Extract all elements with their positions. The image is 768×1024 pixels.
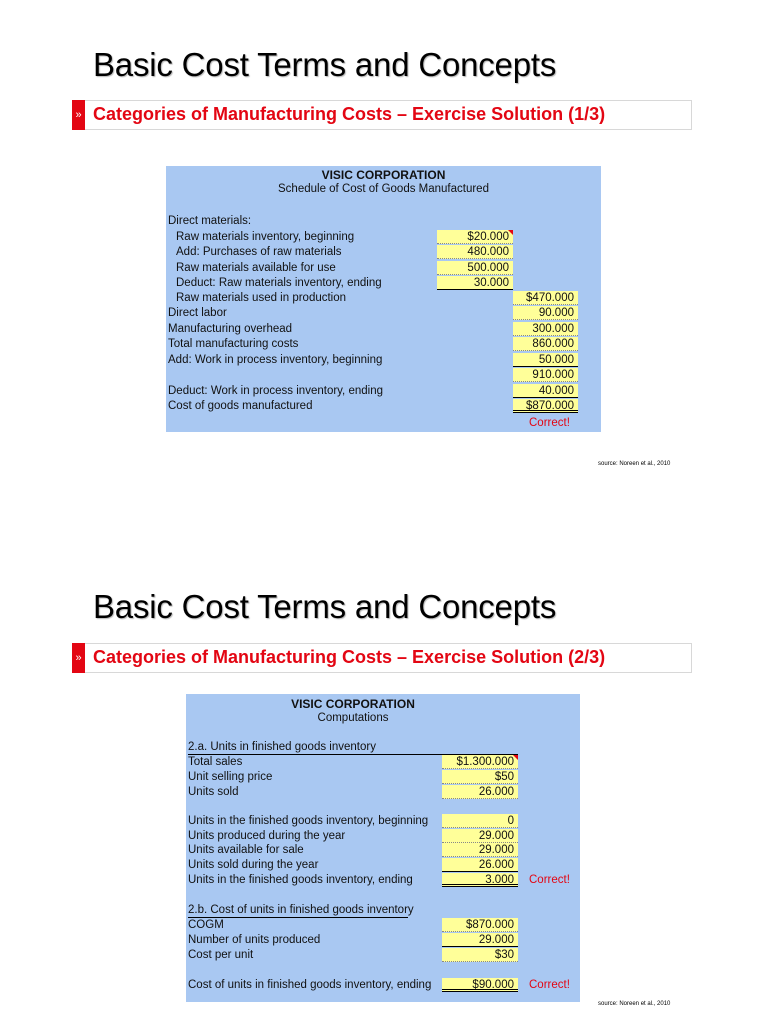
row-label: Add: Work in process inventory, beginning (168, 354, 383, 366)
slide-title: Basic Cost Terms and Concepts (93, 46, 557, 83)
correct-status: Correct! (529, 874, 570, 886)
value-cell[interactable]: 30.000 (437, 276, 513, 290)
value-cell[interactable]: $1.300.000 (442, 755, 518, 769)
comment-indicator-icon (513, 755, 518, 760)
source-note: source: Noreen et al., 2010 (598, 461, 671, 467)
row-label: Cost of units in finished goods inventory, ending (188, 979, 432, 991)
subtitle-bar (72, 100, 692, 130)
row-label: Cost per unit (188, 949, 254, 961)
row-label: Deduct: Raw materials inventory, ending (176, 277, 382, 289)
schedule-title: Schedule of Cost of Goods Manufactured (278, 183, 489, 195)
company-name: VISIC CORPORATION (321, 168, 446, 182)
value-cell[interactable]: $20.000 (437, 230, 513, 244)
value-cell[interactable]: $30 (442, 948, 518, 962)
value-cell[interactable]: 26.000 (442, 785, 518, 799)
value-cell[interactable]: 860.000 (513, 337, 578, 351)
value-cell[interactable]: 0 (442, 814, 518, 828)
row-label: Cost of goods manufactured (168, 400, 313, 412)
value-cell[interactable]: 29.000 (442, 843, 518, 857)
bullet-marker-icon: » (72, 643, 85, 673)
slide-title: Basic Cost Terms and Concepts (93, 588, 557, 625)
row-label: Total sales (188, 756, 243, 768)
row-label: Direct labor (168, 307, 227, 319)
comment-indicator-icon (508, 230, 513, 235)
row-label: Raw materials inventory, beginning (176, 231, 355, 243)
section-header: 2.b. Cost of units in finished goods inventory (188, 904, 414, 916)
spreadsheet-computations (186, 694, 580, 1002)
value-cell[interactable]: 40.000 (513, 384, 578, 398)
value-cell[interactable]: 90.000 (513, 306, 578, 320)
total-cell[interactable]: $870.000 (513, 399, 578, 413)
value-cell[interactable]: 910.000 (513, 368, 578, 382)
row-label: Manufacturing overhead (168, 323, 293, 335)
row-label: Units sold during the year (188, 859, 319, 871)
subtitle-bar (72, 643, 692, 673)
value-cell[interactable]: 29.000 (442, 829, 518, 843)
row-label: Direct materials: (168, 215, 252, 227)
computations-title: Computations (317, 712, 389, 724)
total-cell[interactable]: $90.000 (442, 978, 518, 992)
value-cell[interactable]: 500.000 (437, 261, 513, 275)
company-name: VISIC CORPORATION (291, 697, 415, 711)
slide-2 (0, 512, 768, 1024)
value-cell[interactable]: 480.000 (437, 245, 513, 259)
row-label: Raw materials available for use (176, 262, 336, 274)
row-label: Raw materials used in production (176, 292, 347, 304)
row-label: Units in the finished goods inventory, beginning (188, 815, 429, 827)
spreadsheet-cogm (166, 166, 601, 432)
slide-subtitle: Categories of Manufacturing Costs – Exercise Solution (2/3) (93, 647, 606, 667)
row-label: Deduct: Work in process inventory, ending (168, 385, 383, 397)
source-note: source: Noreen et al., 2010 (598, 1001, 671, 1007)
section-header: 2.a. Units in finished goods inventory (188, 741, 376, 753)
value-cell[interactable]: $870.000 (442, 918, 518, 932)
row-label: Units produced during the year (188, 830, 346, 842)
value-cell[interactable]: 29.000 (442, 933, 518, 947)
slide-subtitle: Categories of Manufacturing Costs – Exercise Solution (1/3) (93, 104, 606, 124)
row-label: Units sold (188, 786, 239, 798)
row-label: Units available for sale (188, 844, 304, 856)
value-cell[interactable]: 26.000 (442, 858, 518, 872)
row-label: Total manufacturing costs (168, 338, 299, 350)
row-label: Number of units produced (188, 934, 321, 946)
row-label: Units in the finished goods inventory, ending (188, 874, 413, 886)
value-cell[interactable]: 50.000 (513, 353, 578, 367)
correct-status: Correct! (529, 417, 570, 429)
bullet-marker-icon: » (72, 100, 85, 130)
value-cell[interactable]: $470.000 (513, 291, 578, 305)
total-cell[interactable]: 3.000 (442, 873, 518, 887)
row-label: COGM (188, 919, 224, 931)
correct-status: Correct! (529, 979, 570, 991)
value-cell[interactable]: 300.000 (513, 322, 578, 336)
row-label: Add: Purchases of raw materials (176, 246, 342, 258)
value-cell[interactable]: $50 (442, 770, 518, 784)
row-label: Unit selling price (188, 771, 273, 783)
